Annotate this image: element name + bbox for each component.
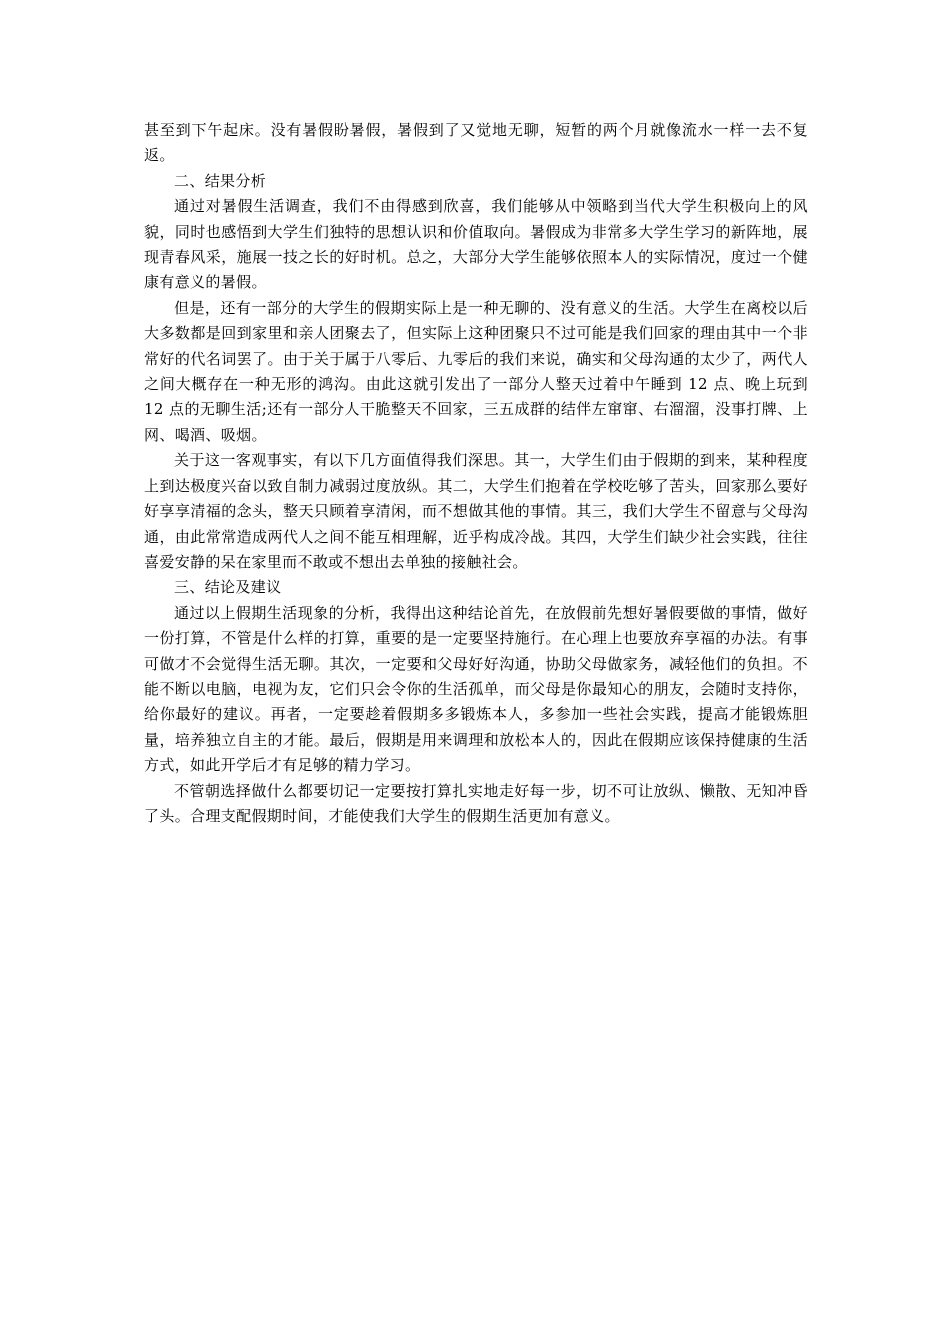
paragraph: 但是，还有一部分的大学生的假期实际上是一种无聊的、没有意义的生活。大学生在离校以后大多数都是回到家里和亲人团聚去了，但实际上这种团聚只不过可能是我们回家的理由其中一个非常好的代名词罢了。由于关于属于八零后、九零后的我们来说，确实和父母沟通的太少了，两代人之间大概存在一种无形的鸿沟。由此这就引发出了一部分人整天过着中午睡到 12 点、晚上玩到 12 点的无聊生活;还有一部分人干脆整天不回家，三五成群的结伴左窜窜、右溜溜，没事打牌、上网、喝酒、吸烟。 <box>144 298 808 444</box>
paragraph: 通过对暑假生活调查，我们不由得感到欣喜，我们能够从中领略到当代大学生积极向上的风貌，同时也感悟到大学生们独特的思想认识和价值取向。暑假成为非常多大学生学习的新阵地，展现青春风采，施展一技之长的好时机。总之，大部分大学生能够依照本人的实际情况，度过一个健康有意义的暑假。 <box>144 197 808 292</box>
paragraph-continued: 甚至到下午起床。没有暑假盼暑假，暑假到了又觉地无聊，短暂的两个月就像流水一样一去不复返。 <box>144 121 808 165</box>
document-page <box>144 118 808 829</box>
paragraph: 不管朝选择做什么都要切记一定要按打算扎实地走好每一步，切不可让放纵、懒散、无知冲昏了头。合理支配假期时间，才能使我们大学生的假期生活更加有意义。 <box>144 781 808 825</box>
section-heading-results: 二、结果分析 <box>174 171 267 190</box>
paragraph: 关于这一客观事实，有以下几方面值得我们深思。其一，大学生们由于假期的到来，某种程度上到达极度兴奋以致自制力减弱过度放纵。其二，大学生们抱着在学校吃够了苦头，回家那么要好好享享清福的念头，整天只顾着享清闲，而不想做其他的事情。其三，我们大学生不留意与父母沟通，由此常常造成两代人之间不能互相理解，近乎构成冷战。其四，大学生们缺少社会实践，往往喜爱安静的呆在家里而不敢或不想出去单独的接触社会。 <box>144 451 808 571</box>
section-heading-conclusion: 三、结论及建议 <box>174 578 282 597</box>
paragraph: 通过以上假期生活现象的分析，我得出这种结论首先，在放假前先想好暑假要做的事情，做好一份打算，不管是什么样的打算，重要的是一定要坚持施行。在心理上也要放弃享福的办法。有事可做才不会觉得生活无聊。其次，一定要和父母好好沟通，协助父母做家务，减轻他们的负担。不能不断以电脑，电视为友，它们只会令你的生活孤单，而父母是你最知心的朋友，会随时支持你，给你最好的建议。再者，一定要趁着假期多多锻炼本人，多参加一些社会实践，提高才能锻炼胆量，培养独立自主的才能。最后，假期是用来调理和放松本人的，因此在假期应该保持健康的生活方式，如此开学后才有足够的精力学习。 <box>144 603 808 775</box>
